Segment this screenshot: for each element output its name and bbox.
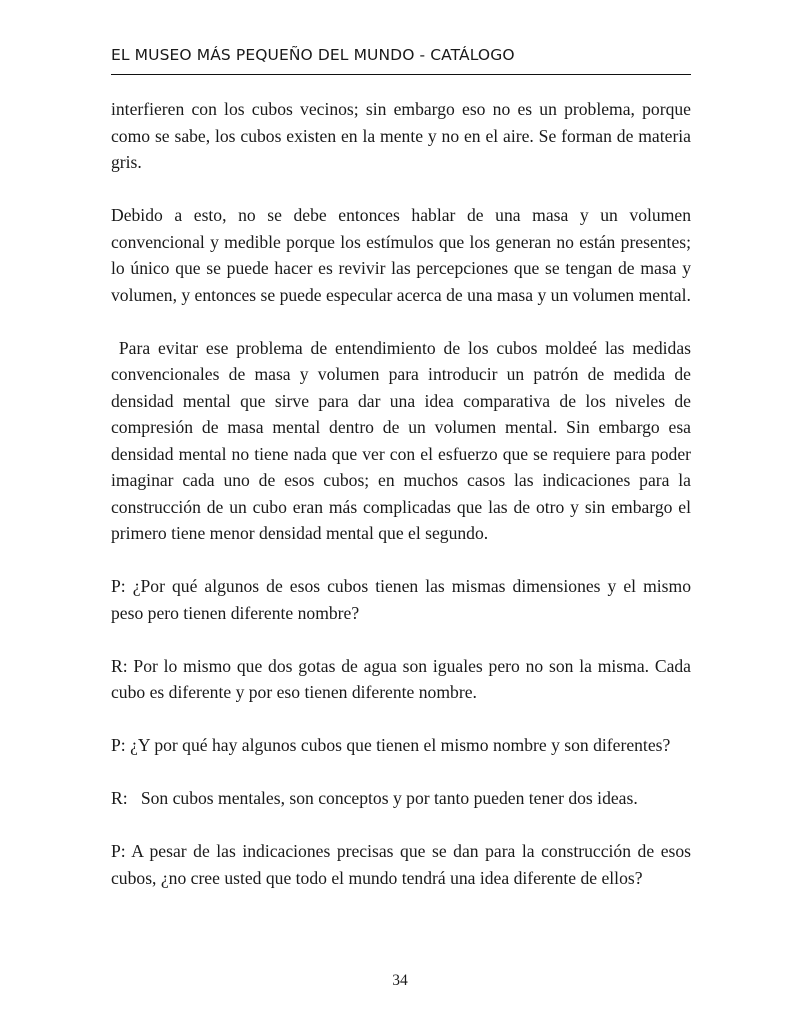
question-2: P: ¿Y por qué hay algunos cubos que tienen el mismo nombre y son diferentes? (111, 735, 671, 755)
question-1: P: ¿Por qué algunos de esos cubos tienen las mismas dimensiones y el mismo peso pero tienen diferente nombre? (111, 576, 691, 623)
answer-2: R: Son cubos mentales, son conceptos y por tanto pueden tener dos ideas. (111, 788, 638, 808)
answer-1: R: Por lo mismo que dos gotas de agua son iguales pero no son la misma. Cada cubo es diferente y por eso tienen diferente nombre. (111, 655, 691, 702)
header-rule (111, 74, 691, 75)
page-number: 34 (392, 972, 408, 989)
question-3: P: A pesar de las indicaciones precisas que se dan para la construcción de esos cubos, ¿no cree usted que todo el mundo tendrá una idea diferente de ellos? (111, 841, 691, 888)
paragraph-1: interfieren con los cubos vecinos; sin embargo eso no es un problema, porque como se sabe, los cubos existen en la mente y no en el aire. Se forman de materia gris. (111, 99, 691, 172)
paragraph-2: Debido a esto, no se debe entonces hablar de una masa y un volumen convencional y medible porque los estímulos que los generan no están presentes; lo único que se puede hacer es revivir las percepciones que se tengan de masa y volumen, y entonces se puede especular acerca de una masa y un volumen mental. (111, 205, 696, 305)
running-header: EL MUSEO MÁS PEQUEÑO DEL MUNDO - CATÁLOGO (111, 46, 515, 64)
paragraph-3: Para evitar ese problema de entendimiento de los cubos moldeé las medidas convencionales de masa y volumen para introducir un patrón de medida de densidad mental que sirve para dar una idea comparativa de los niveles de compresión de masa mental dentro de un volumen mental. Sin embargo esa densidad mental no tiene nada que ver con el esfuerzo que se requiere para poder imaginar cada uno de esos cubos; en muchos casos las indicaciones para la construcción de un cubo eran más complicadas que las de otro y sin embargo el primero tiene menor densidad mental que el segundo. (111, 337, 696, 543)
body-text (111, 96, 696, 918)
